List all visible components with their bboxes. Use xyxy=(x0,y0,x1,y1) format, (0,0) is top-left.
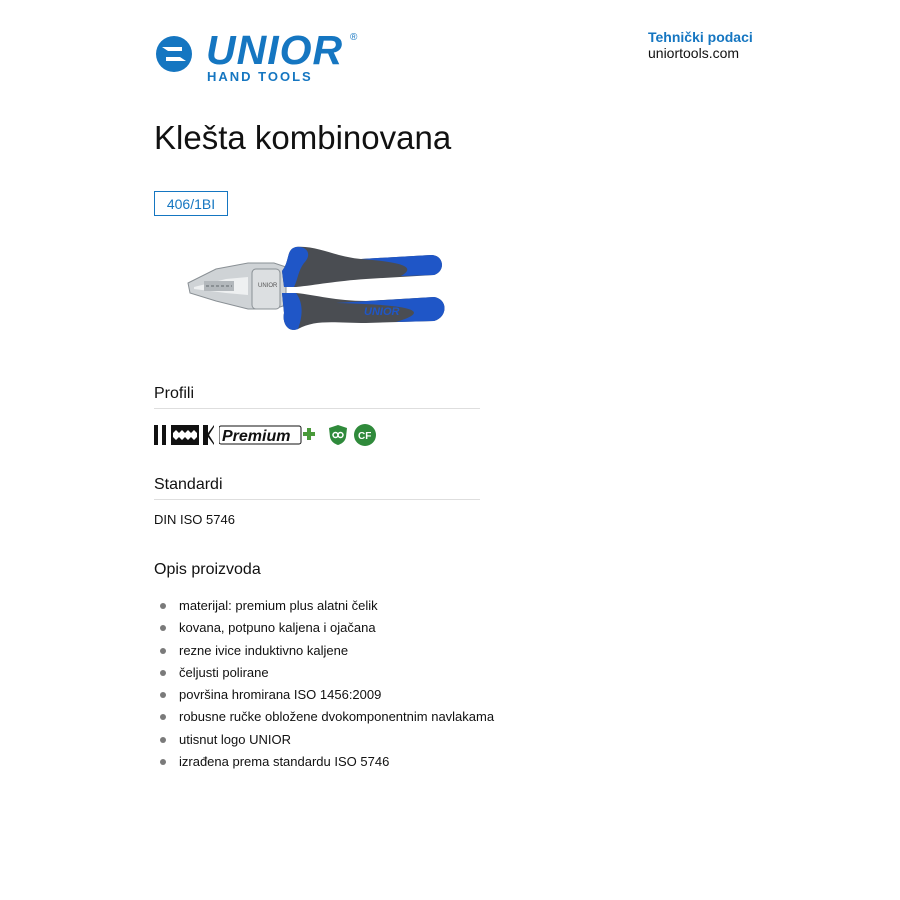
combination-pliers-image xyxy=(186,243,448,338)
list-item: izrađena prema standardu ISO 5746 xyxy=(160,751,494,773)
brand-name: UNIOR xyxy=(206,27,344,73)
cf-icon xyxy=(353,423,377,447)
unior-emblem-icon xyxy=(154,34,200,78)
list-item: čeljusti polirane xyxy=(160,662,494,684)
flat-jaws-icon xyxy=(154,425,167,445)
premium-plus-icon xyxy=(219,424,323,446)
profiles-divider xyxy=(154,408,480,409)
profiles-heading: Profili xyxy=(154,385,195,402)
list-item: rezne ivice induktivno kaljene xyxy=(160,640,494,662)
svg-text:CF: CF xyxy=(358,431,372,442)
eco-shield-icon xyxy=(327,424,349,446)
list-item: kovana, potpuno kaljena i ojačana xyxy=(160,617,494,639)
standards-heading: Standardi xyxy=(154,476,223,493)
list-item: utisnut logo UNIOR xyxy=(160,729,494,751)
premium-label: Premium xyxy=(222,428,291,445)
standard-value: DIN ISO 5746 xyxy=(154,512,235,527)
product-code-badge: 406/1BI xyxy=(154,191,228,216)
list-item: materijal: premium plus alatni čelik xyxy=(160,595,494,617)
tech-data-label: Tehnički podaci xyxy=(648,29,753,45)
description-heading: Opis proizvoda xyxy=(154,561,261,578)
website-link[interactable]: uniortools.com xyxy=(648,45,740,61)
brand-subtitle: HAND TOOLS xyxy=(207,69,313,84)
standards-divider xyxy=(154,499,480,500)
page-title: Klešta kombinovana xyxy=(154,119,452,156)
svg-text:UNIOR: UNIOR xyxy=(258,283,278,289)
list-item: robusne ručke obložene dvokomponentnim navlakama xyxy=(160,706,494,728)
registered-mark: ® xyxy=(350,32,358,43)
svg-text:UNIOR: UNIOR xyxy=(364,306,400,318)
list-item: površina hromirana ISO 1456:2009 xyxy=(160,684,494,706)
header-info xyxy=(648,29,753,61)
profile-icons xyxy=(154,423,377,447)
unior-logo xyxy=(154,27,364,86)
serrated-jaws-icon xyxy=(171,425,199,445)
description-list xyxy=(160,595,494,773)
cutting-edge-icon xyxy=(203,425,215,445)
